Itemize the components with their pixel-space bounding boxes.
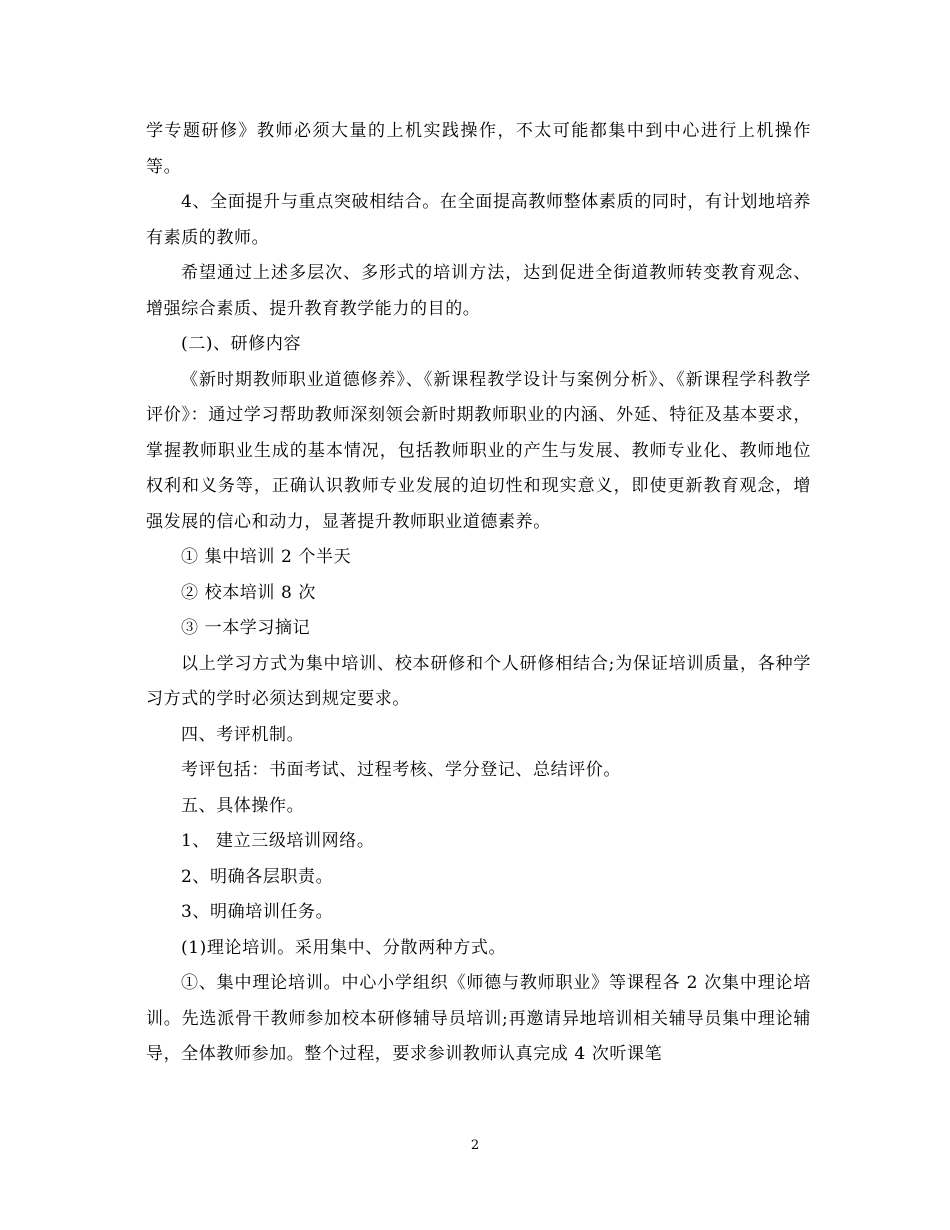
page-number: 2	[470, 1138, 480, 1153]
list-item: ② 校本培训 8 次	[181, 582, 317, 603]
paragraph: 《新时期教师职业道德修养》、《新课程教学设计与案例分析》、《新课程学科教学评价》：通过学习帮助教师深刻领会新时期教师职业的内涵、外延、特征及基本要求，掌握教师职业生成的基本情况，包括教师职业的产生与发展、教师专业化、教师地位权利和义务等，正确认识教师专业发展的迫切性和现实意义，即使更新教育观念，增强发展的信心和动力，显著提升教师职业道德素养。	[146, 369, 811, 532]
section-heading: 四、考评机制。	[181, 724, 305, 745]
list-item: 1、 建立三级培训网络。	[181, 831, 375, 851]
paragraph: ①、集中理论培训。中心小学组织《师德与教师职业》等课程各 2 次集中理论培训。先选派骨干教师参加校本研修辅导员培训;再邀请异地培训相关辅导员集中理论辅导，全体教师参加。整个过程，要求参训教师认真完成 4 次听课笔	[146, 973, 811, 1064]
paragraph: 学专题研修》教师必须大量的上机实践操作，不太可能都集中到中心进行上机操作等。	[146, 121, 811, 177]
list-item: 2、明确各层职责。	[181, 866, 334, 887]
paragraph: 希望通过上述多层次、多形式的培训方法，达到促进全街道教师转变教育观念、增强综合素质、提升教育教学能力的目的。	[146, 263, 811, 319]
list-item: ① 集中培训 2 个半天	[181, 547, 352, 567]
section-heading: 五、具体操作。	[181, 795, 305, 816]
section-heading: (二)、研修内容	[181, 334, 302, 354]
list-item: ③ 一本学习摘记	[181, 618, 311, 638]
list-item: (1)理论培训。采用集中、分散两种方式。	[181, 937, 507, 958]
document-body	[146, 114, 811, 1073]
list-item: 3、明确培训任务。	[181, 902, 334, 922]
paragraph: 以上学习方式为集中培训、校本研修和个人研修相结合;为保证培训质量，各种学习方式的学时必须达到规定要求。	[146, 653, 811, 709]
paragraph: 考评包括：书面考试、过程考核、学分登记、总结评价。	[181, 760, 621, 780]
paragraph: 4、全面提升与重点突破相结合。在全面提高教师整体素质的同时，有计划地培养有素质的教师。	[146, 192, 811, 248]
